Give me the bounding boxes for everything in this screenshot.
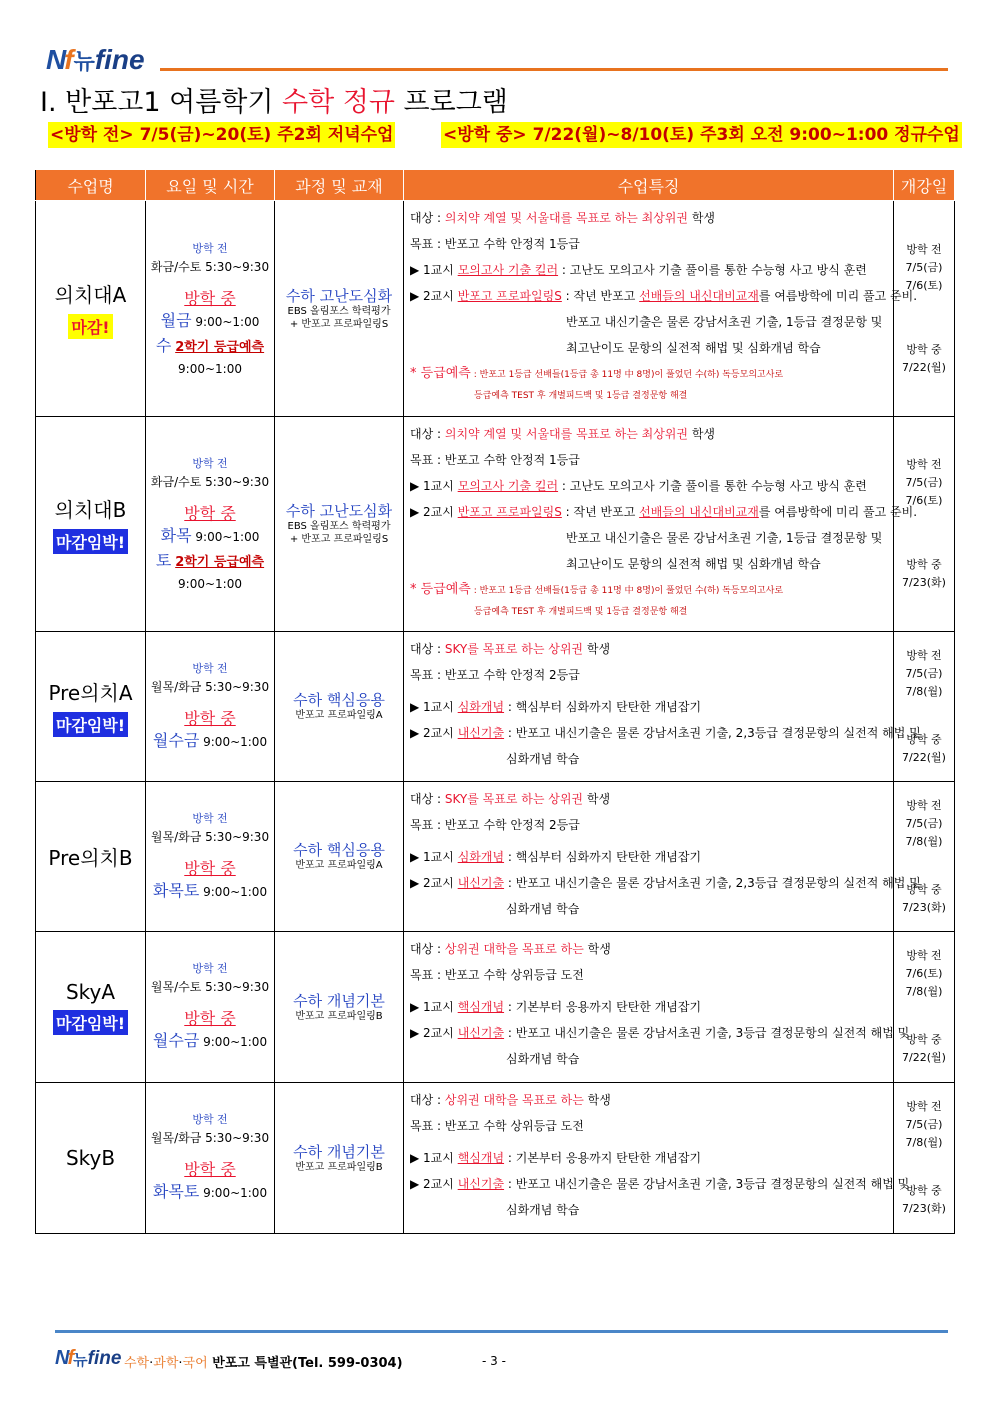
pre-label: 방학 전 [192,457,228,470]
program-table [35,169,955,1234]
course-cell [275,1083,404,1234]
date-mid-label: 방학 중 [906,882,942,896]
footer-brand-fine: fine [87,1348,122,1369]
date-pre-1: 7/5(금) [905,476,943,489]
course-textbook: 반포고 프로파일링B [295,1010,383,1022]
target-label: 대상 : [410,792,445,806]
course-textbook: 반포고 프로파일링B [295,1161,383,1173]
date-mid-label: 방학 중 [906,1033,942,1046]
period1-label: ▶ 1교시 [410,263,458,277]
date-mid: 7/23(화) [902,900,946,914]
period2-continuation: 반포고 내신기출은 물론 강남서초권 기출, 1등급 결정문항 및 [566,531,883,545]
brand-fine: fine [94,44,145,75]
footer-dot: · [149,1356,154,1371]
header-start-date: 개강일 [894,170,955,201]
period2-highlight-2: 선배들의 내신대비교재 [639,289,759,303]
mid-time: 9:00~1:00 [195,530,260,544]
features-cell [404,417,918,632]
period2-continuation: 반포고 내신기출은 물론 강남서초권 기출, 1등급 결정문항 및 [566,315,883,329]
course-textbook: EBS 올림포스 학력평가 [287,521,391,532]
mid-label: 방학 중 [184,504,236,523]
mid-time: 9:00~1:00 [203,1035,268,1049]
course-cell [275,417,404,632]
period2-label: ▶ 2교시 [410,1026,458,1040]
footer-dot: · [178,1356,183,1371]
course-textbook: 반포고 프로파일링A [295,710,383,721]
start-date-cell [894,201,955,417]
target-label: 대상 : [410,642,445,656]
date-pre-2: 7/6(토) [905,278,943,292]
mid-time: 9:00~1:00 [203,884,268,899]
period1-label: ▶ 1교시 [410,700,458,714]
course-textbook-2: + 반포고 프로파일링S [289,318,389,330]
start-date-cell [894,782,955,932]
period2-continuation: 심화개념 학습 [506,1203,580,1217]
target-suffix: 학생 [583,942,611,956]
period1-label: ▶ 1교시 [410,1000,458,1014]
footer-logo [55,1347,121,1370]
class-name: 의치대A [54,282,127,307]
title-prefix: Ⅰ. 반포고1 여름학기 [40,87,283,118]
period1-text: : 기본부터 응용까지 탄탄한 개념잡기 [504,1151,702,1165]
course-textbook: EBS 올림포스 학력평가 [287,305,391,317]
goal-text: 목표 : 반포고 수학 안정적 2등급 [410,668,580,682]
period2-continuation-2: 최고난이도 문항의 실전적 해법 및 심화개념 학습 [566,557,821,571]
period2-highlight: 반포고 프로파일링S [457,289,562,303]
course-textbook: 반포고 프로파일링A [295,860,383,871]
period2-label: ▶ 2교시 [410,876,458,890]
course-textbook-2: + 반포고 프로파일링S [289,534,389,545]
mid-days-2: 수 [155,335,172,355]
brand-mark-f: f [64,44,72,75]
start-date-cell [894,932,955,1083]
period1-text: : 기본부터 응용까지 탄탄한 개념잡기 [504,1000,702,1014]
time-cell [146,632,275,782]
period2-mid: : 작년 반포고 [561,289,640,303]
date-pre-2: 7/6(토) [905,494,943,507]
course-cell [275,201,404,417]
header-course: 과정 및 교재 [275,170,404,201]
period2-highlight-2: 선배들의 내신대비교재 [639,505,759,519]
mid-days: 화목토 [152,1182,200,1201]
period2-highlight: 내신기출 [457,1177,505,1191]
date-pre-2: 7/8(월) [905,985,943,998]
goal-text: 목표 : 반포고 수학 상위등급 도전 [410,968,584,982]
date-pre-label: 방학 전 [906,242,942,256]
table-row [36,417,955,632]
period1-text: : 고난도 모의고사 기출 풀이를 통한 수능형 사고 방식 훈련 [558,479,867,493]
target-label: 대상 : [410,942,445,956]
period2-highlight: 반포고 프로파일링S [457,505,562,519]
date-pre-label: 방학 전 [906,458,942,471]
class-name-cell [36,201,146,417]
target-text: SKY를 목표로 하는 상위권 [444,642,584,656]
schedule-before: <방학 전> 7/5(금)~20(토) 주2회 저녁수업 [48,122,395,148]
class-name-cell [36,932,146,1083]
period2-continuation: 심화개념 학습 [506,1052,580,1066]
prediction-text-2: 등급예측 TEST 후 개별피드백 및 1등급 결정문항 해결 [474,607,688,617]
brand-mark-n: N [46,44,65,75]
goal-text: 목표 : 반포고 수학 안정적 1등급 [410,453,580,467]
course-name: 수하 개념기본 [293,1142,385,1161]
mid-days: 월수금 [152,730,200,750]
date-pre-label: 방학 전 [906,798,942,812]
target-suffix: 학생 [583,792,611,806]
period2-highlight: 내신기출 [457,876,505,890]
title-suffix: 프로그램 [394,87,508,118]
mid-time: 9:00~1:00 [203,734,268,749]
period1-text: : 핵심부터 심화까지 탄탄한 개념잡기 [504,850,702,864]
time-cell [146,782,275,932]
period2-highlight: 내신기출 [457,1026,505,1040]
mid-days-2: 토 [155,551,172,570]
mid-label: 방학 중 [184,708,236,728]
class-name: Pre의치B [48,846,133,870]
pre-time: 월목/수토 5:30~9:30 [150,980,270,994]
date-mid-label: 방학 중 [906,558,942,571]
pre-time: 월목/화금 5:30~9:30 [150,679,270,694]
period1-text: : 고난도 모의고사 기출 풀이를 통한 수능형 사고 방식 훈련 [558,263,867,277]
date-pre-1: 7/6(토) [905,967,943,980]
mid-time-2: 9:00~1:00 [178,361,242,376]
mid-label: 방학 중 [184,1160,236,1179]
mid-days: 화목토 [152,880,200,900]
footer-brand-mark-n: N [55,1347,68,1369]
time-cell [146,201,275,417]
features-cell [404,782,921,932]
period1-label: ▶ 1교시 [410,850,458,864]
start-date-cell [894,417,955,632]
goal-text: 목표 : 반포고 수학 상위등급 도전 [410,1119,584,1133]
goal-text: 목표 : 반포고 수학 안정적 1등급 [410,237,580,251]
header-class-name: 수업명 [36,170,146,201]
date-pre-label: 방학 전 [906,1100,942,1113]
date-pre-1: 7/5(금) [905,666,943,680]
period2-text: 를 여름방학에 미리 풀고 준비. [758,505,918,519]
date-mid-label: 방학 중 [906,732,942,746]
target-label: 대상 : [410,1093,445,1107]
period1-highlight: 핵심개념 [457,1151,505,1165]
status-badge: 마감임박! [53,1010,128,1035]
date-pre-label: 방학 전 [906,648,942,662]
footer-brand-mark-f: f [67,1347,73,1369]
class-name: 의치대B [54,498,127,522]
period1-highlight: 핵심개념 [457,1000,505,1014]
mid-label: 방학 중 [184,288,236,308]
footer-subjects [124,1356,208,1371]
pre-time: 월목/화금 5:30~9:30 [150,1131,270,1145]
status-badge: 마감! [68,314,112,339]
target-text: SKY를 목표로 하는 상위권 [444,792,584,806]
grade-prediction: 2학기 등급예측 [175,339,265,355]
period2-continuation: 심화개념 학습 [506,752,580,766]
table-row [36,201,955,417]
footer-subject-korean: 국어 [182,1356,208,1371]
status-badge: 마감임박! [53,529,128,554]
course-name: 수하 핵심응용 [293,841,385,859]
period2-text: : 반포고 내신기출은 물론 강남서초권 기출, 2,3등급 결정문항의 실전적 해법 및 [504,876,921,890]
period2-highlight: 내신기출 [457,726,505,740]
course-name: 수하 고난도심화 [285,502,393,520]
header-time: 요일 및 시간 [146,170,275,201]
table-row [36,1083,955,1234]
course-cell [275,932,404,1083]
footer-rule [55,1330,948,1333]
date-mid-label: 방학 중 [906,1184,942,1197]
prediction-label: * 등급예측 [410,366,471,381]
footer-subject-math: 수학 [124,1356,150,1371]
footer-branch: 반포고 특별관(Tel. 599-0304) [212,1356,403,1371]
target-label: 대상 : [410,211,445,225]
period2-text: : 반포고 내신기출은 물론 강남서초권 기출, 3등급 결정문항의 실전적 해법 및 [504,1026,910,1040]
pre-label: 방학 전 [192,1113,228,1126]
features-cell [404,632,921,782]
pre-label: 방학 전 [192,962,228,975]
mid-time: 9:00~1:00 [195,314,260,329]
period2-continuation-2: 최고난이도 문항의 실전적 해법 및 심화개념 학습 [566,341,821,355]
date-mid: 7/23(화) [902,576,946,589]
course-cell [275,632,404,782]
grade-prediction: 2학기 등급예측 [175,555,265,570]
table-row [36,632,955,782]
course-name: 수하 핵심응용 [293,691,385,709]
class-name: Pre의치A [48,680,133,705]
table-row [36,782,955,932]
page-title [40,80,508,119]
date-mid: 7/22(월) [902,750,946,764]
date-pre-1: 7/5(금) [905,1118,943,1131]
target-suffix: 학생 [583,642,611,656]
period2-label: ▶ 2교시 [410,1177,458,1191]
start-date-cell [894,1083,955,1234]
prediction-text: : 반포고 1등급 선배들(1등급 총 11명 中 8명)이 풀었던 수(하) 독등모의고사로 [470,370,784,380]
course-cell [275,782,404,932]
period2-mid: : 작년 반포고 [561,505,640,519]
class-name-cell [36,1083,146,1234]
date-mid: 7/23(화) [902,1202,946,1215]
date-pre-label: 방학 전 [906,949,942,962]
date-mid-label: 방학 중 [906,342,942,356]
pre-label: 방학 전 [192,661,228,675]
period2-label: ▶ 2교시 [410,505,458,519]
pre-time: 화금/수토 5:30~9:30 [150,259,270,274]
date-mid: 7/22(월) [902,1051,946,1064]
header-features: 수업특징 [404,170,894,201]
target-text: 의치약 계열 및 서울대를 목표로 하는 최상위권 [444,427,688,441]
course-name: 수하 개념기본 [293,991,385,1010]
status-badge: 마감임박! [53,712,128,737]
target-text: 상위권 대학을 목표로 하는 [444,942,584,956]
target-suffix: 학생 [688,211,715,225]
period1-highlight: 모의고사 기출 킬러 [457,263,559,277]
goal-text: 목표 : 반포고 수학 안정적 2등급 [410,818,580,832]
period2-text: : 반포고 내신기출은 물론 강남서초권 기출, 2,3등급 결정문항의 실전적 해법 및 [504,726,921,740]
date-pre-2: 7/8(월) [905,684,943,698]
mid-days: 월금 [160,310,192,330]
period1-highlight: 모의고사 기출 킬러 [457,479,559,493]
date-pre-1: 7/5(금) [905,260,943,274]
period2-text: : 반포고 내신기출은 물론 강남서초권 기출, 3등급 결정문항의 실전적 해법 및 [504,1177,910,1191]
target-suffix: 학생 [583,1093,611,1107]
period1-highlight: 심화개념 [457,700,505,714]
period2-label: ▶ 2교시 [410,726,458,740]
footer-subject-science: 과학 [153,1356,179,1371]
date-mid: 7/22(월) [902,360,946,374]
pre-time: 화금/수토 5:30~9:30 [150,475,270,489]
period1-label: ▶ 1교시 [410,479,458,493]
brand-logo [46,44,145,76]
brand-mark [46,44,72,76]
period1-highlight: 심화개념 [457,850,505,864]
page-number: - 3 - [482,1354,506,1368]
mid-days: 월수금 [152,1031,200,1050]
pre-label: 방학 전 [192,811,228,825]
prediction-text: : 반포고 1등급 선배들(1등급 총 11명 中 8명)이 풀었던 수(하) 독등모의고사로 [470,586,784,596]
features-cell [404,201,918,417]
start-date-cell [894,632,955,782]
pre-time: 월목/화금 5:30~9:30 [150,829,270,844]
mid-time-2: 9:00~1:00 [178,577,242,591]
mid-label: 방학 중 [184,1009,236,1028]
target-text: 의치약 계열 및 서울대를 목표로 하는 최상위권 [444,211,688,225]
mid-label: 방학 중 [184,858,236,878]
date-pre-1: 7/5(금) [905,816,943,830]
footer-text [124,1352,403,1371]
target-text: 상위권 대학을 목표로 하는 [444,1093,584,1107]
period2-text: 를 여름방학에 미리 풀고 준비. [758,289,918,303]
schedule-during: <방학 중> 7/22(월)~8/10(토) 주3회 오전 9:00~1:00 정규수업 [441,122,962,148]
time-cell [146,417,275,632]
class-name-cell [36,417,146,632]
period2-label: ▶ 2교시 [410,289,458,303]
footer-brand-nyu: 뉴 [73,1351,88,1369]
table-header-row [36,170,955,201]
period1-text: : 핵심부터 심화까지 탄탄한 개념잡기 [504,700,702,714]
table-row [36,932,955,1083]
date-pre-2: 7/8(월) [905,1136,943,1149]
class-name-cell [36,632,146,782]
course-name: 수하 고난도심화 [285,286,393,305]
features-cell [404,932,910,1083]
period2-continuation: 심화개념 학습 [506,902,580,916]
title-highlight: 수학 정규 [282,87,395,118]
brand-nyu: 뉴 [73,50,95,75]
target-suffix: 학생 [688,427,715,441]
class-name: SkyB [65,1146,116,1170]
mid-days: 화목 [160,526,192,545]
target-label: 대상 : [410,427,445,441]
features-cell [404,1083,910,1234]
mid-time: 9:00~1:00 [203,1186,268,1200]
time-cell [146,1083,275,1234]
header-rule [160,68,948,71]
footer-brand-mark [55,1347,72,1370]
class-name-cell [36,782,146,932]
period1-label: ▶ 1교시 [410,1151,458,1165]
pre-label: 방학 전 [192,241,228,255]
class-name: SkyA [65,979,116,1004]
prediction-text-2: 등급예측 TEST 후 개별피드백 및 1등급 결정문항 해결 [474,391,688,401]
time-cell [146,932,275,1083]
prediction-label: * 등급예측 [410,582,471,597]
date-pre-2: 7/8(월) [905,834,943,848]
